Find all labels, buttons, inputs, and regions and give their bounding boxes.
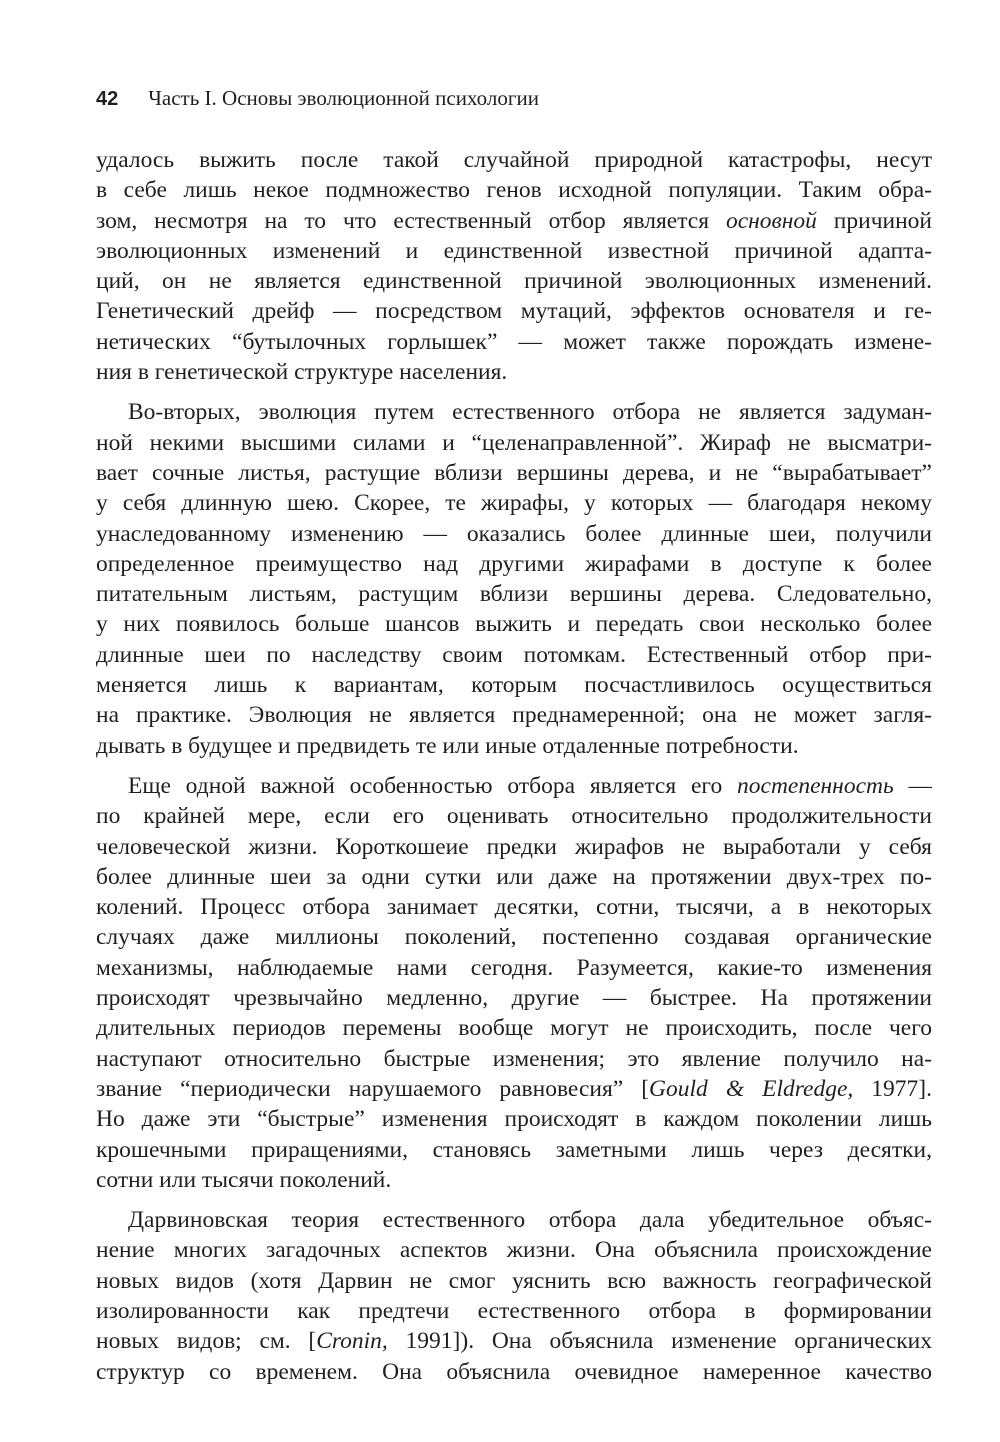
paragraph [96, 771, 932, 1195]
page-number: 42 [96, 88, 119, 110]
text-run: Дарвиновская теория естественного отбора дала убедительное объяс- [128, 1207, 932, 1234]
text-run: у себя длинную шею. Скорее, те жирафы, у которых — благодаря некому [96, 490, 932, 517]
text-line [96, 801, 932, 831]
text-line [96, 892, 932, 922]
text-line [96, 145, 932, 175]
text-run: механизмы, наблюдаемые нами сегодня. Разумеется, какие-то изменения [96, 954, 932, 981]
text-line [96, 206, 932, 236]
text-run: колений. Процесс отбора занимает десятки, сотни, тысячи, а в некоторых [96, 894, 932, 921]
text-line [96, 731, 932, 761]
text-run: новых видов; см. [ [96, 1328, 317, 1355]
text-run: у них появилось больше шансов выжить и передать свои несколько более [96, 611, 932, 638]
text-line [96, 296, 932, 326]
text-run: эволюционных изменений и единственной известной причиной адапта- [96, 237, 932, 264]
text-line [96, 1135, 932, 1165]
text-run: длинные шеи по наследству своим потомкам. Естественный отбор при- [96, 641, 932, 668]
running-head: Часть I. Основы эволюционной психологии [148, 86, 539, 110]
text-line [96, 862, 932, 892]
italic-text: постепенность [737, 772, 894, 799]
text-line [96, 771, 932, 801]
text-run: причиной [816, 207, 932, 234]
text-line [96, 357, 932, 387]
text-line [96, 1165, 932, 1195]
italic-text: Cronin, [316, 1328, 388, 1355]
text-run: сотни или тысячи поколений. [96, 1166, 392, 1193]
text-run: на практике. Эволюция не является преднамеренной; она не может загля- [96, 702, 932, 729]
italic-text: основной [725, 207, 817, 234]
text-run: дывать в будущее и предвидеть те или иные отдаленные потребности. [96, 732, 799, 759]
text-run: Во-вторых, эволюция путем естественного отбора не является задуман- [128, 399, 932, 426]
text-line [96, 397, 932, 427]
text-run: Но даже эти “быстрые” изменения происходят в каждом поколении лишь [96, 1106, 932, 1133]
text-run: в себе лишь некое подмножество генов исходной популяции. Таким обра- [96, 177, 932, 204]
text-line [96, 1235, 932, 1265]
text-line [96, 922, 932, 952]
text-line [96, 549, 932, 579]
paragraph [96, 145, 932, 387]
paragraph-gap [96, 1195, 932, 1205]
text-run: человеческой жизни. Короткошеие предки жирафов не выработали у себя [96, 833, 932, 860]
text-line [96, 488, 932, 518]
text-line [96, 1296, 932, 1326]
text-line [96, 175, 932, 205]
text-line [96, 519, 932, 549]
text-run: определенное преимущество над другими жирафами в доступе к более [96, 550, 932, 577]
text-run: по крайней мере, если его оценивать относительно продолжительности [96, 803, 932, 830]
text-run: структур со временем. Она объяснила очевидное намеренное качество [96, 1358, 932, 1385]
text-run: удалось выжить после такой случайной природной катастрофы, несут [96, 147, 932, 173]
text-run: наступают относительно быстрые изменения; это явление получило на- [96, 1045, 932, 1072]
text-line [96, 983, 932, 1013]
text-run: изолированности как предтечи естественного отбора в формировании [96, 1297, 932, 1324]
text-run: унаследованному изменению — оказались более длинные шеи, получили [96, 520, 932, 547]
text-line [96, 1013, 932, 1043]
text-line [96, 1044, 932, 1074]
text-run: питательным листьям, растущим вблизи вершины дерева. Следовательно, [96, 581, 932, 608]
text-run: происходят чрезвычайно медленно, другие — быстрее. На протяжении [96, 985, 932, 1012]
text-line [96, 700, 932, 730]
paragraph [96, 1205, 932, 1387]
text-line [96, 953, 932, 983]
text-run: длительных периодов перемены вообще могут не происходить, после чего [96, 1015, 932, 1042]
text-run: звание “периодически нарушаемого равновесия” [ [96, 1075, 650, 1102]
text-line [96, 670, 932, 700]
text-line [96, 1326, 932, 1356]
text-run: вает сочные листья, растущие вблизи вершины дерева, и не “вырабатывает” [96, 459, 932, 486]
text-line [96, 1266, 932, 1296]
page-header [96, 86, 930, 116]
text-line [96, 609, 932, 639]
text-run: 1991]). Она объяснила изменение органических [387, 1328, 932, 1355]
text-run: Генетический дрейф — посредством мутаций, эффектов основателя и ге- [96, 298, 932, 325]
text-run: меняется лишь к вариантам, которым посчастливилось осуществиться [96, 672, 932, 699]
text-line [96, 1104, 932, 1134]
text-line [96, 1357, 932, 1387]
paragraph-gap [96, 387, 932, 397]
text-line [96, 640, 932, 670]
text-line [96, 236, 932, 266]
text-run: нетических “бутылочных горлышек” — может также порождать измене- [96, 328, 932, 355]
text-run: крошечными приращениями, становясь заметными лишь через десятки, [96, 1136, 932, 1163]
paragraph-gap [96, 761, 932, 771]
text-run: более длинные шеи за одни сутки или даже на протяжении двух-трех по- [96, 863, 932, 890]
text-line [96, 458, 932, 488]
text-line [96, 266, 932, 296]
text-run: зом, несмотря на то что естественный отбор является [96, 207, 726, 234]
text-line [96, 428, 932, 458]
text-run: ций, он не является единственной причиной эволюционных изменений. [96, 268, 932, 295]
paragraph [96, 397, 932, 761]
text-line [96, 579, 932, 609]
text-line [96, 1074, 932, 1104]
text-run: — [893, 772, 932, 799]
text-run: случаях даже миллионы поколений, постепенно создавая органические [96, 924, 932, 951]
text-line [96, 832, 932, 862]
body-text [96, 145, 932, 1387]
text-run: ной некими высшими силами и “целенаправленной”. Жираф не высматри- [96, 429, 932, 456]
text-run: Еще одной важной особенностью отбора является его [128, 772, 738, 799]
text-line [96, 327, 932, 357]
text-run: нение многих загадочных аспектов жизни. Она объяснила происхождение [96, 1237, 932, 1264]
text-line [96, 1205, 932, 1235]
text-run: 1977]. [853, 1075, 932, 1102]
italic-text: Gould & Eldredge, [649, 1075, 854, 1102]
text-run: ния в генетической структуре населения. [96, 359, 508, 386]
text-run: новых видов (хотя Дарвин не смог уяснить всю важность географической [96, 1267, 932, 1294]
